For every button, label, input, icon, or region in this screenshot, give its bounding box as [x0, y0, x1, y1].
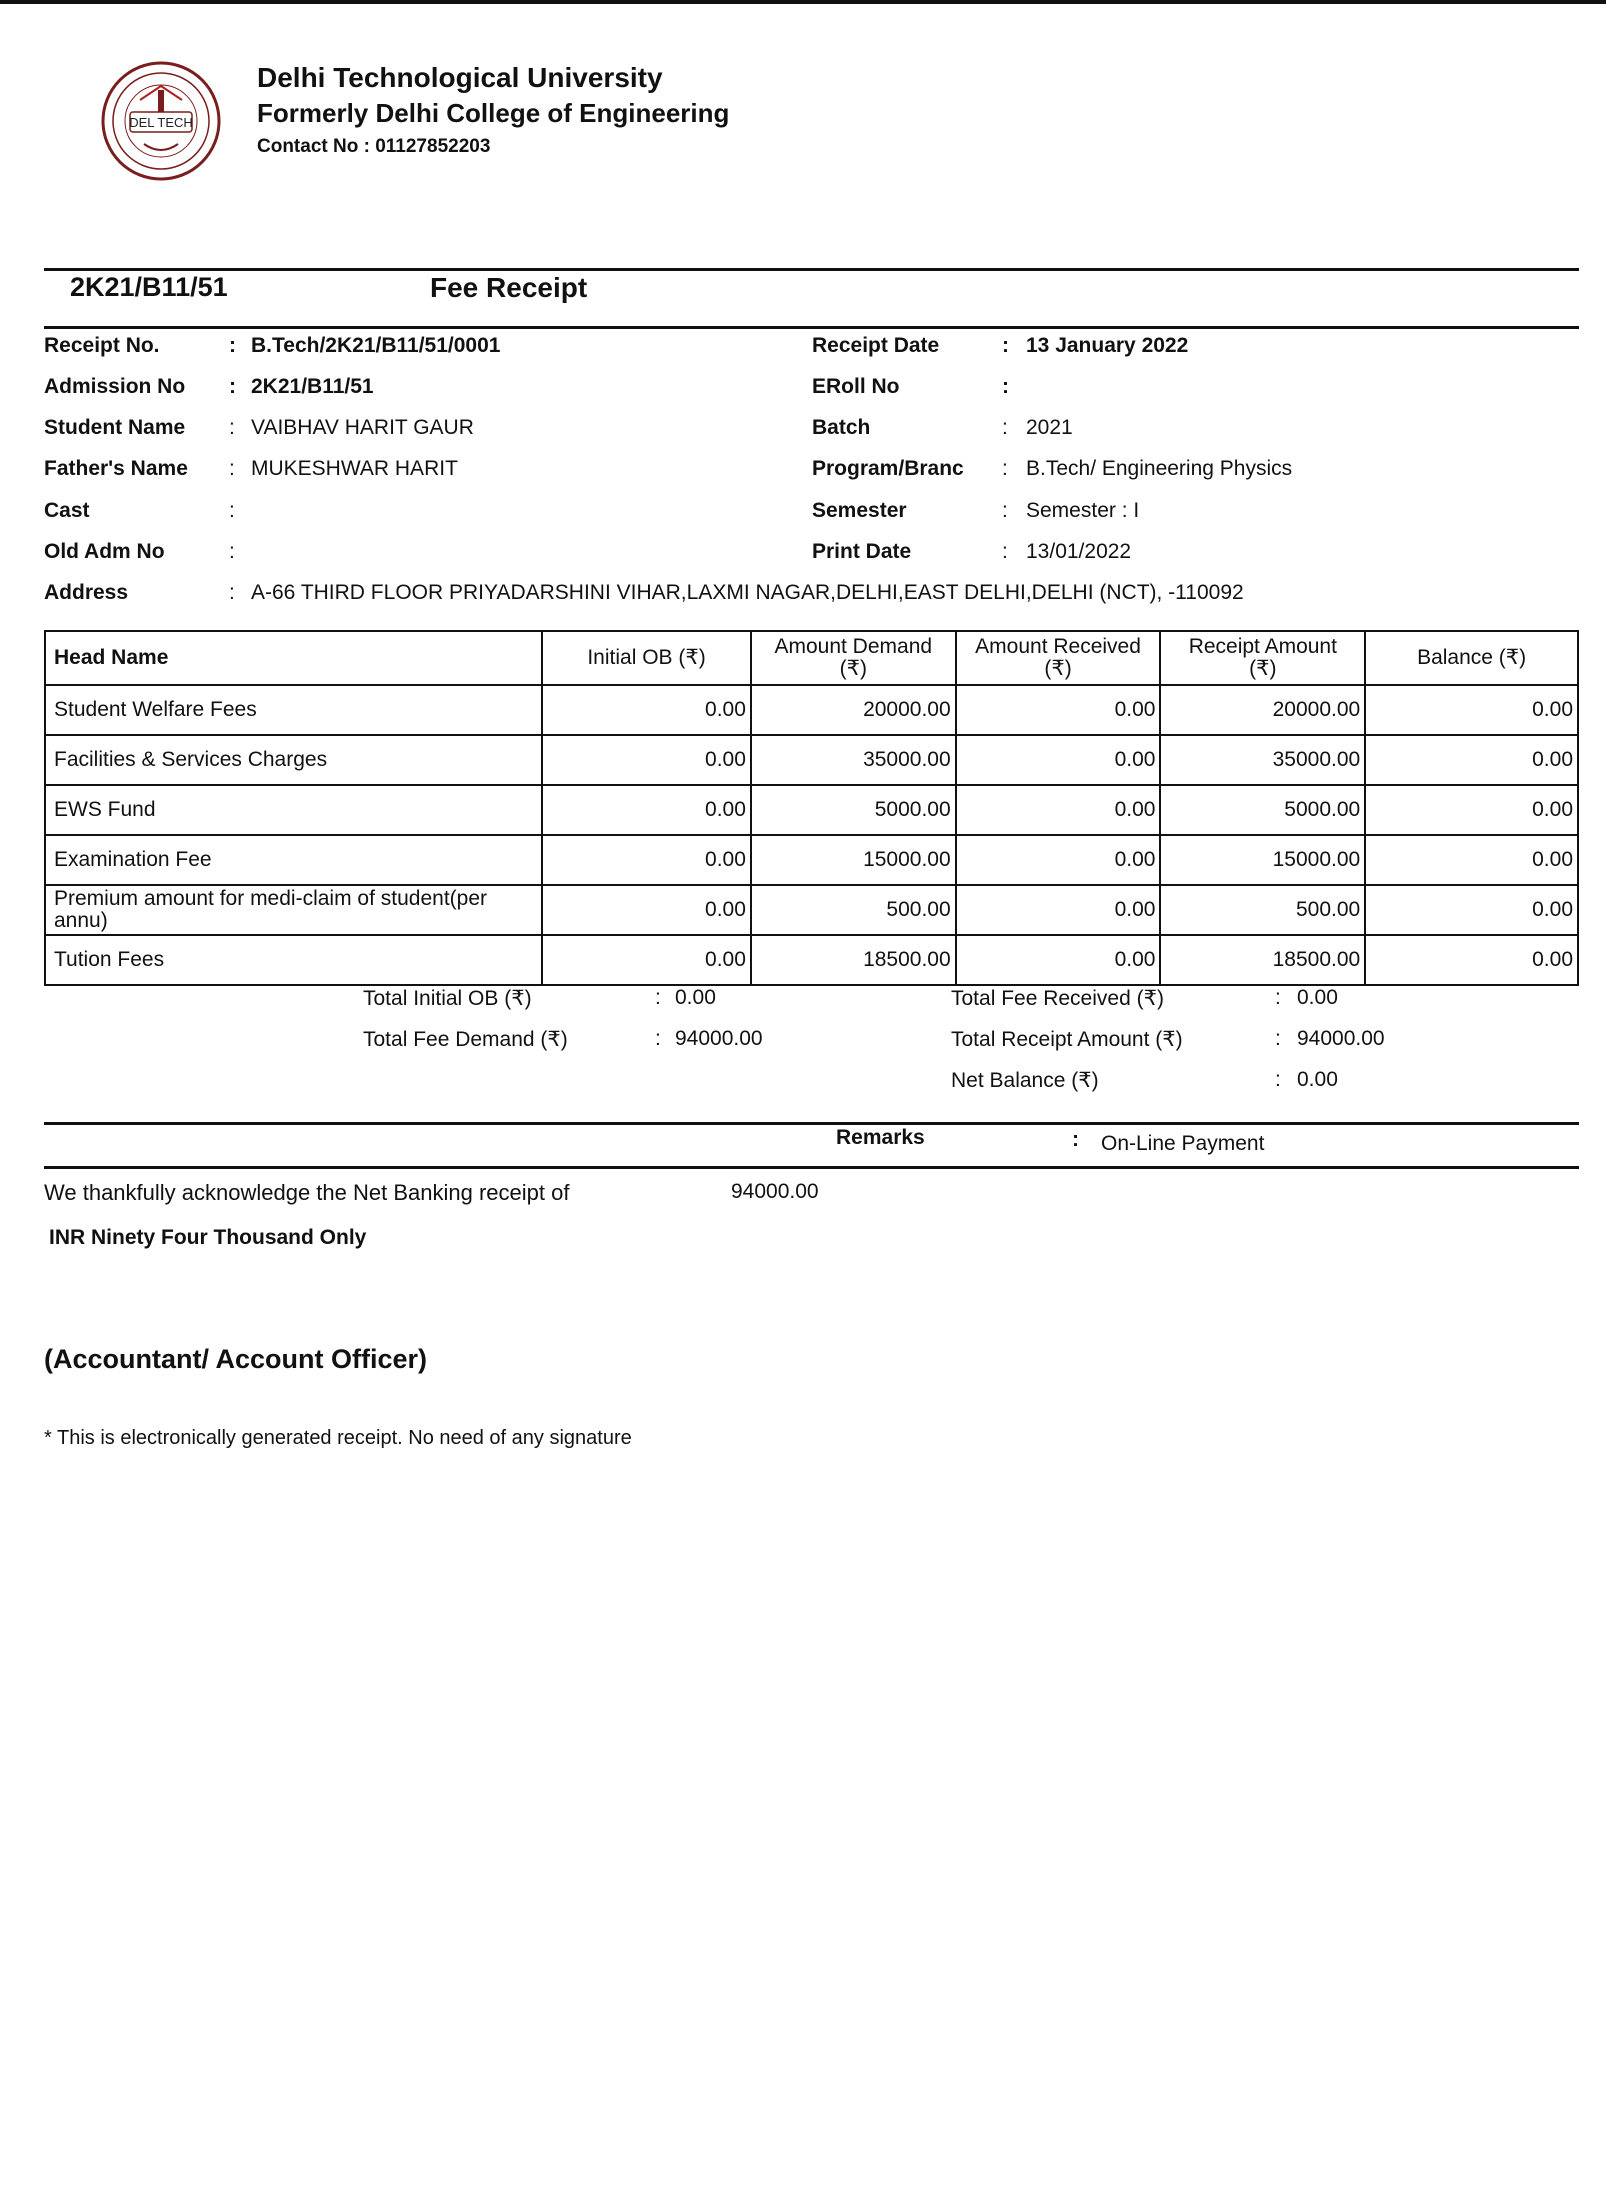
table-row: [45, 935, 1578, 985]
colon: :: [1002, 416, 1008, 439]
col-amount-demand: [751, 631, 956, 685]
total-receipt-amount-value: 94000.00: [1297, 1027, 1385, 1050]
university-logo: [100, 60, 222, 182]
value-address: A-66 THIRD FLOOR PRIYADARSHINI VIHAR,LAXMI NAGAR,DELHI,EAST DELHI,DELHI (NCT), -110092: [251, 581, 1244, 604]
total-initial-ob-label: Total Initial OB (₹): [363, 987, 532, 1010]
col-head-name: Head Name: [45, 631, 542, 685]
total-fee-demand-label: Total Fee Demand (₹): [363, 1028, 568, 1051]
table-header-row: [45, 631, 1578, 685]
cell-head-name: Examination Fee: [45, 835, 542, 885]
cell-amount-demand: 18500.00: [751, 935, 956, 985]
cell-balance: 0.00: [1365, 785, 1578, 835]
colon: :: [1002, 499, 1008, 522]
col-amount-received: [956, 631, 1161, 685]
cell-amount-received: 0.00: [956, 935, 1161, 985]
colon: :: [1002, 375, 1009, 398]
table-row: [45, 835, 1578, 885]
cell-initial-ob: 0.00: [542, 935, 751, 985]
cell-receipt-amount: 15000.00: [1160, 835, 1365, 885]
value-program-branch: B.Tech/ Engineering Physics: [1026, 457, 1293, 480]
col-amount-demand-label: Amount Demand: [774, 635, 933, 658]
col-amount-received-unit: (₹): [1044, 657, 1072, 680]
cell-receipt-amount: 500.00: [1160, 885, 1365, 935]
cell-head-name: Tution Fees: [45, 935, 542, 985]
acknowledgement-text: We thankfully acknowledge the Net Banking receipt of: [44, 1180, 570, 1205]
total-fee-received-value: 0.00: [1297, 986, 1338, 1009]
divider: [44, 268, 1579, 271]
remarks-value: On-Line Payment: [1101, 1132, 1265, 1155]
footnote: * This is electronically generated receipt. No need of any signature: [44, 1427, 632, 1449]
receipt-title: Fee Receipt: [430, 272, 588, 303]
cell-head-name: Facilities & Services Charges: [45, 735, 542, 785]
acknowledgement-amount: 94000.00: [731, 1180, 819, 1203]
col-initial-ob: Initial OB (₹): [542, 631, 751, 685]
value-semester: Semester : I: [1026, 499, 1140, 522]
fee-table: [44, 630, 1579, 986]
colon: :: [229, 499, 235, 522]
value-student-name: VAIBHAV HARIT GAUR: [251, 416, 474, 439]
value-receipt-no: B.Tech/2K21/B11/51/0001: [251, 334, 501, 357]
divider: [44, 1122, 1579, 1125]
colon: :: [1072, 1128, 1079, 1151]
cell-balance: 0.00: [1365, 685, 1578, 735]
colon: :: [1275, 1027, 1281, 1050]
cell-amount-demand: 35000.00: [751, 735, 956, 785]
cell-initial-ob: 0.00: [542, 785, 751, 835]
label-print-date: Print Date: [812, 540, 912, 563]
cell-balance: 0.00: [1365, 835, 1578, 885]
cell-receipt-amount: 35000.00: [1160, 735, 1365, 785]
col-amount-received-label: Amount Received: [975, 635, 1141, 658]
cell-amount-demand: 500.00: [751, 885, 956, 935]
cell-initial-ob: 0.00: [542, 835, 751, 885]
cell-initial-ob: 0.00: [542, 885, 751, 935]
total-fee-demand-value: 94000.00: [675, 1027, 763, 1050]
cell-amount-received: 0.00: [956, 685, 1161, 735]
top-border: [0, 0, 1606, 4]
cell-balance: 0.00: [1365, 735, 1578, 785]
cell-receipt-amount: 18500.00: [1160, 935, 1365, 985]
net-balance-label: Net Balance (₹): [951, 1069, 1099, 1092]
cell-head-name: Student Welfare Fees: [45, 685, 542, 735]
divider: [44, 1166, 1579, 1169]
colon: :: [655, 1027, 661, 1050]
col-receipt-amount-unit: (₹): [1249, 657, 1277, 680]
signatory: (Accountant/ Account Officer): [44, 1344, 428, 1374]
cell-balance: 0.00: [1365, 885, 1578, 935]
label-eroll-no: ERoll No: [812, 375, 900, 398]
net-balance-value: 0.00: [1297, 1068, 1338, 1091]
label-address: Address: [44, 581, 129, 604]
label-admission-no: Admission No: [44, 375, 186, 398]
former-name: Formerly Delhi College of Engineering: [257, 98, 730, 128]
cell-amount-received: 0.00: [956, 885, 1161, 935]
university-name: Delhi Technological University: [257, 62, 663, 93]
contact-number: Contact No : 01127852203: [257, 136, 491, 157]
colon: :: [229, 581, 235, 604]
cell-amount-received: 0.00: [956, 835, 1161, 885]
colon: :: [1002, 334, 1009, 357]
total-receipt-amount-label: Total Receipt Amount (₹): [951, 1028, 1183, 1051]
cell-initial-ob: 0.00: [542, 735, 751, 785]
colon: :: [229, 334, 236, 357]
cell-initial-ob: 0.00: [542, 685, 751, 735]
table-row: [45, 735, 1578, 785]
colon: :: [229, 416, 235, 439]
value-batch: 2021: [1026, 416, 1073, 439]
cell-amount-received: 0.00: [956, 785, 1161, 835]
label-father-name: Father's Name: [44, 457, 188, 480]
col-receipt-amount-label: Receipt Amount: [1188, 635, 1337, 658]
label-student-name: Student Name: [44, 416, 186, 439]
col-amount-demand-unit: (₹): [839, 657, 867, 680]
col-receipt-amount: [1160, 631, 1365, 685]
value-admission-no: 2K21/B11/51: [251, 375, 374, 398]
value-receipt-date: 13 January 2022: [1026, 334, 1189, 357]
table-row: [45, 885, 1578, 935]
cell-receipt-amount: 20000.00: [1160, 685, 1365, 735]
colon: :: [1002, 540, 1008, 563]
colon: :: [655, 986, 661, 1009]
enrollment-code: 2K21/B11/51: [70, 272, 228, 302]
colon: :: [229, 457, 235, 480]
remarks-label: Remarks: [836, 1126, 925, 1149]
value-father-name: MUKESHWAR HARIT: [251, 457, 458, 480]
cell-head-name: EWS Fund: [45, 785, 542, 835]
label-cast: Cast: [44, 499, 90, 522]
label-batch: Batch: [812, 416, 871, 439]
cell-amount-received: 0.00: [956, 735, 1161, 785]
divider: [44, 326, 1579, 329]
label-receipt-no: Receipt No.: [44, 334, 160, 357]
label-semester: Semester: [812, 499, 907, 522]
cell-amount-demand: 20000.00: [751, 685, 956, 735]
label-program-branch: Program/Branc: [812, 457, 964, 480]
cell-receipt-amount: 5000.00: [1160, 785, 1365, 835]
cell-amount-demand: 5000.00: [751, 785, 956, 835]
label-receipt-date: Receipt Date: [812, 334, 940, 357]
colon: :: [1275, 986, 1281, 1009]
colon: :: [1002, 457, 1008, 480]
table-row: [45, 685, 1578, 735]
colon: :: [229, 540, 235, 563]
colon: :: [229, 375, 236, 398]
table-row: [45, 785, 1578, 835]
colon: :: [1275, 1068, 1281, 1091]
cell-amount-demand: 15000.00: [751, 835, 956, 885]
amount-in-words: INR Ninety Four Thousand Only: [49, 1226, 367, 1249]
cell-head-name: Premium amount for medi-claim of student(per annu): [45, 885, 542, 935]
total-initial-ob-value: 0.00: [675, 986, 716, 1009]
value-print-date: 13/01/2022: [1026, 540, 1132, 563]
logo-text: DEL TECH: [129, 115, 193, 130]
cell-balance: 0.00: [1365, 935, 1578, 985]
label-old-adm-no: Old Adm No: [44, 540, 165, 563]
col-balance: Balance (₹): [1365, 631, 1578, 685]
total-fee-received-label: Total Fee Received (₹): [951, 987, 1164, 1010]
